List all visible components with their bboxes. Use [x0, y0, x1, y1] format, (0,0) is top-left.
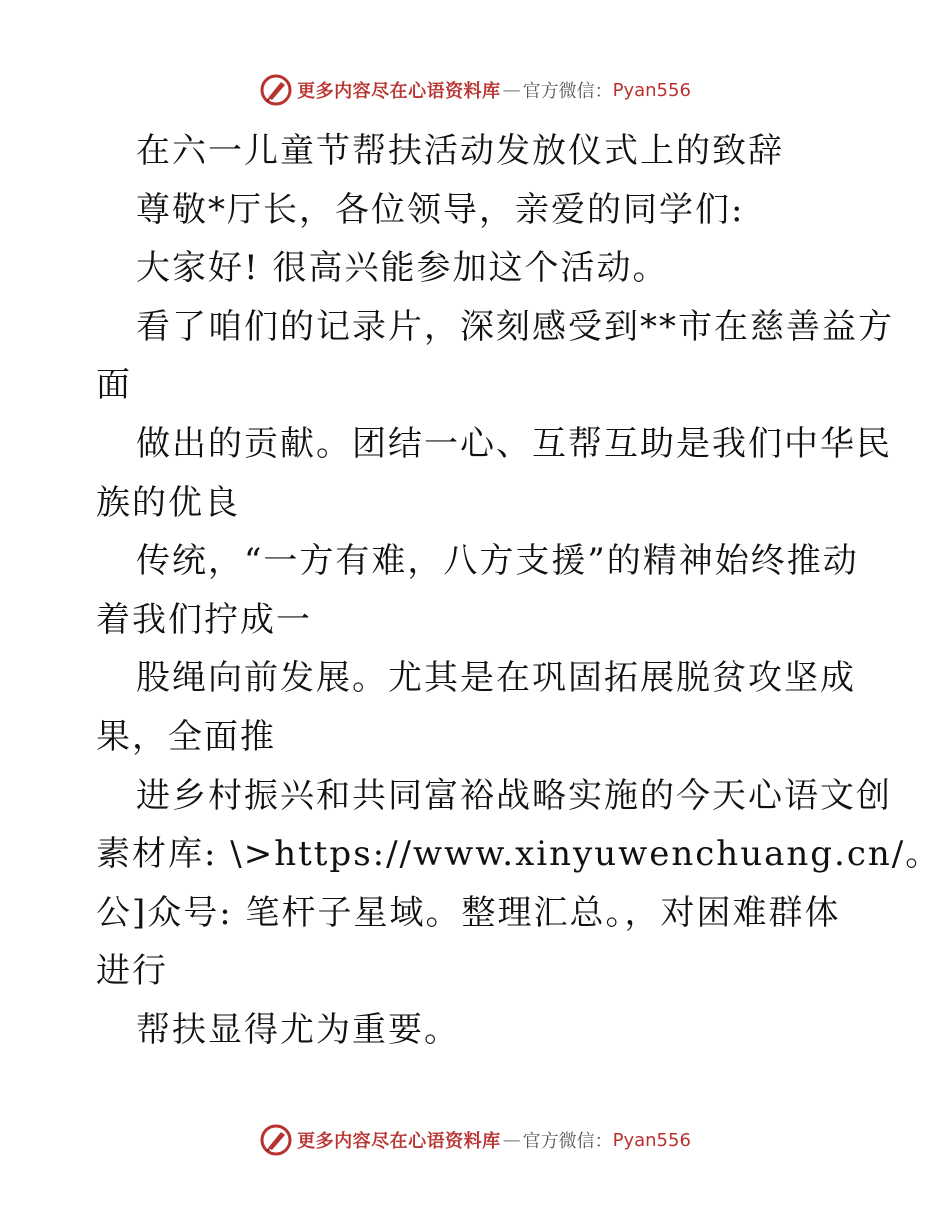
banner-wechat-label: 官方微信： [522, 81, 613, 102]
document-title: 在六一儿童节帮扶活动发放仪式上的致辞 [136, 131, 784, 171]
text-line: 看了咱们的记录片，深刻感受到**市在慈善益方 [136, 306, 894, 347]
banner-wechat-id: Pyan556 [612, 79, 691, 101]
text-line: 做出的贡献。团结一心、互帮互助是我们中华民 [136, 423, 892, 464]
text-line: 进行 [96, 951, 168, 992]
text-line: 族的优良 [96, 482, 240, 523]
header-banner [0, 70, 950, 110]
text-line: 果，全面推 [96, 716, 276, 757]
text-line: 进乡村振兴和共同富裕战略实施的今天心语文创 [136, 775, 892, 816]
text-line: 大家好! 很高兴能参加这个活动。 [136, 248, 669, 289]
quill-logo-icon [259, 73, 293, 107]
text-line: 素材库: \>https://www.xinyuwenchuang.cn/。 [96, 834, 942, 875]
text-line: 着我们拧成一 [96, 599, 312, 640]
text-line: 帮扶显得尤为重要。 [136, 1009, 460, 1050]
banner-wechat-label: 官方微信： [522, 1131, 613, 1152]
footer-banner [0, 1120, 950, 1160]
document-body [96, 122, 942, 1060]
text-line: 股绳向前发展。尤其是在巩固拓展脱贫攻坚成 [136, 658, 856, 699]
text-line: 传统，“一方有难，八方支援”的精神始终推动 [136, 541, 859, 582]
text-line: 面 [96, 365, 132, 406]
salutation: 尊敬*厅长，各位领导，亲爱的同学们: [136, 189, 745, 230]
text-line: 公]众号: 笔杆子星域。整理汇总。，对困难群体 [96, 892, 841, 933]
banner-dash: — [502, 1129, 521, 1151]
banner-wechat-id: Pyan556 [612, 1129, 691, 1151]
banner-dash: — [502, 79, 521, 101]
banner-title: 更多内容尽在心语资料库 [297, 1131, 501, 1152]
banner-title: 更多内容尽在心语资料库 [297, 81, 501, 102]
quill-logo-icon [259, 1123, 293, 1157]
